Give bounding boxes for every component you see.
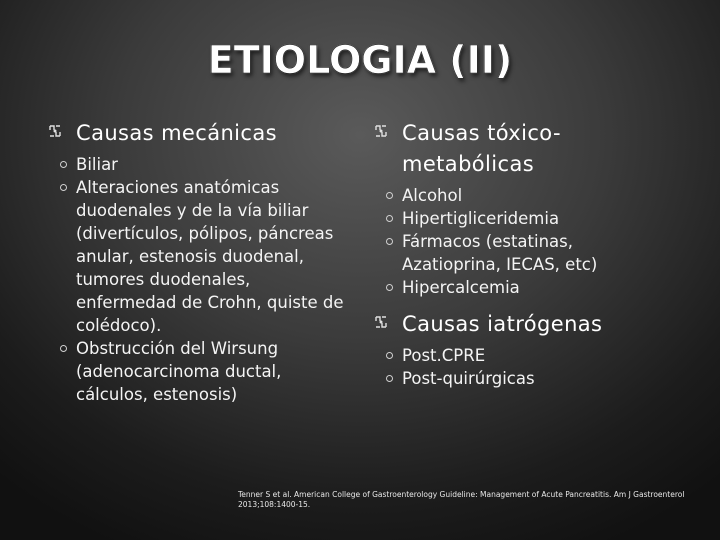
list-item: Hipertigliceridemia <box>386 207 674 230</box>
list-item: Biliar <box>60 153 348 176</box>
heading-causas-iatrogenas <box>374 309 674 340</box>
list-item: Fármacos (estatinas, Azatioprina, IECAS, etc) <box>386 230 674 276</box>
hollow-circle-icon <box>386 192 393 199</box>
citation-footnote: Tenner S et al. American College of Gastroenterology Guideline: Management of Acute Pancreatitis. Am J Gastroenterol 2013;108:1400-15. <box>238 490 685 509</box>
right-list-1 <box>374 184 674 299</box>
slide-title: ETIOLOGIA (II) <box>207 38 513 82</box>
hollow-circle-icon <box>386 215 393 222</box>
hollow-circle-icon <box>386 238 393 245</box>
hollow-circle-icon <box>60 161 67 168</box>
heading-text: Causas mecánicas <box>76 121 277 145</box>
hollow-circle-icon <box>386 375 393 382</box>
ornate-bullet-icon <box>374 315 388 329</box>
hollow-circle-icon <box>60 345 67 352</box>
ornate-bullet-icon <box>374 124 388 138</box>
ornate-bullet-icon <box>48 124 62 138</box>
left-list <box>48 153 348 406</box>
left-column <box>48 118 348 406</box>
list-item: Post.CPRE <box>386 344 674 367</box>
heading-text: Causas iatrógenas <box>402 312 603 336</box>
list-item: Alteraciones anatómicas duodenales y de la vía biliar (divertículos, pólipos, páncreas anular, estenosis duodenal, tumores duodenales, enfermedad de Crohn, quiste de colédoco). <box>60 176 348 337</box>
hollow-circle-icon <box>386 352 393 359</box>
heading-text: Causas tóxico-metabólicas <box>402 121 561 176</box>
list-item: Obstrucción del Wirsung (adenocarcinoma ductal, cálculos, estenosis) <box>60 337 348 406</box>
hollow-circle-icon <box>386 284 393 291</box>
list-item: Alcohol <box>386 184 674 207</box>
list-item: Post-quirúrgicas <box>386 367 674 390</box>
list-item: Hipercalcemia <box>386 276 674 299</box>
heading-causas-toxico-metabolicas <box>374 118 674 180</box>
hollow-circle-icon <box>60 184 67 191</box>
right-column <box>374 118 674 390</box>
right-list-2 <box>374 344 674 390</box>
heading-causas-mecanicas <box>48 118 348 149</box>
